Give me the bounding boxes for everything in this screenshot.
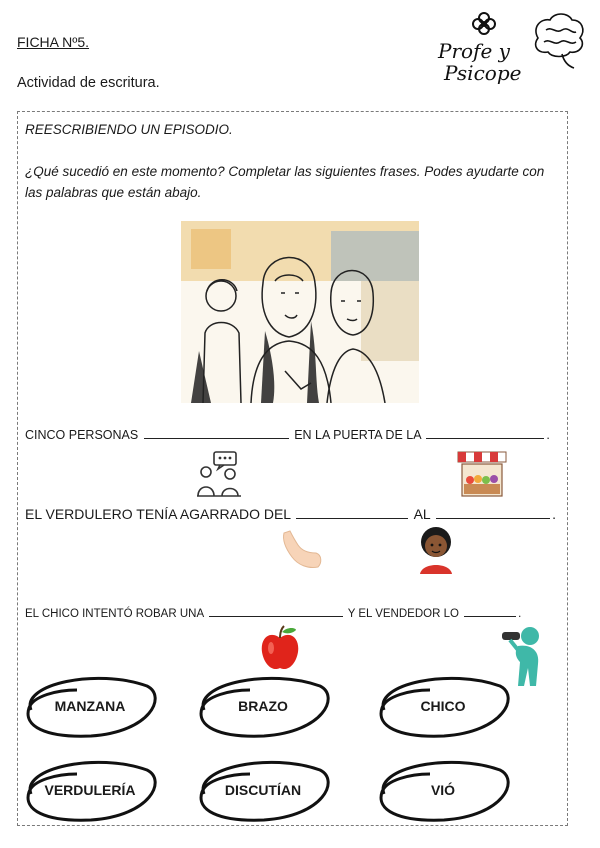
word-bank-brazo[interactable]: BRAZO — [198, 678, 328, 734]
word-bank-vio[interactable]: VIÓ — [378, 762, 508, 818]
word-bank-discutian[interactable]: DISCUTÍAN — [198, 762, 328, 818]
sentence-1-blank-2[interactable] — [426, 426, 544, 439]
sentence-2-blank-1[interactable] — [296, 506, 408, 519]
sentence-1 — [25, 426, 550, 442]
apple-icon — [258, 624, 302, 672]
svg-text:Profe y: Profe y — [438, 39, 510, 63]
card-heading: REESCRIBIENDO UN EPISODIO. — [25, 122, 233, 137]
sentence-2-part2: AL — [413, 506, 431, 522]
sentence-1-part1: CINCO PERSONAS — [25, 428, 139, 442]
sentence-3-end: . — [518, 608, 522, 620]
sentence-2-part1: EL VERDULERO TENÍA AGARRADO DEL — [25, 506, 291, 522]
discussion-icon — [196, 450, 242, 498]
sentence-3 — [25, 604, 521, 620]
market-stall-icon — [456, 446, 508, 498]
sentence-3-part2: Y EL VENDEDOR LO — [347, 608, 459, 620]
profe-y-psicope-logo — [436, 8, 588, 84]
card-instructions: ¿Qué sucedió en este momento? Completar las siguientes frases. Podes ayudarte con las palabras que están abajo. — [25, 164, 545, 200]
sentence-1-blank-1[interactable] — [144, 426, 289, 439]
word-bank-chico[interactable]: CHICO — [378, 678, 508, 734]
svg-text:Psicope: Psicope — [444, 61, 522, 84]
sentence-3-blank-2[interactable] — [464, 604, 516, 617]
word-bank-verduleria[interactable]: VERDULERÍA — [25, 762, 155, 818]
sentence-3-blank-1[interactable] — [209, 604, 343, 617]
sentence-2-end: . — [552, 506, 556, 522]
sentence-1-part2: EN LA PUERTA DE LA — [294, 428, 421, 442]
sentence-2 — [25, 506, 556, 522]
sentence-3-part1: EL CHICO INTENTÓ ROBAR UNA — [25, 608, 204, 620]
word-bank-manzana[interactable]: MANZANA — [25, 678, 155, 734]
arm-icon — [278, 527, 324, 573]
sentence-1-end: . — [546, 428, 550, 442]
page-subtitle: Actividad de escritura. — [17, 75, 160, 91]
scene-illustration — [181, 221, 419, 403]
sentence-2-blank-2[interactable] — [436, 506, 550, 519]
page-title: FICHA Nº5. — [17, 34, 90, 50]
boy-icon — [414, 524, 458, 574]
